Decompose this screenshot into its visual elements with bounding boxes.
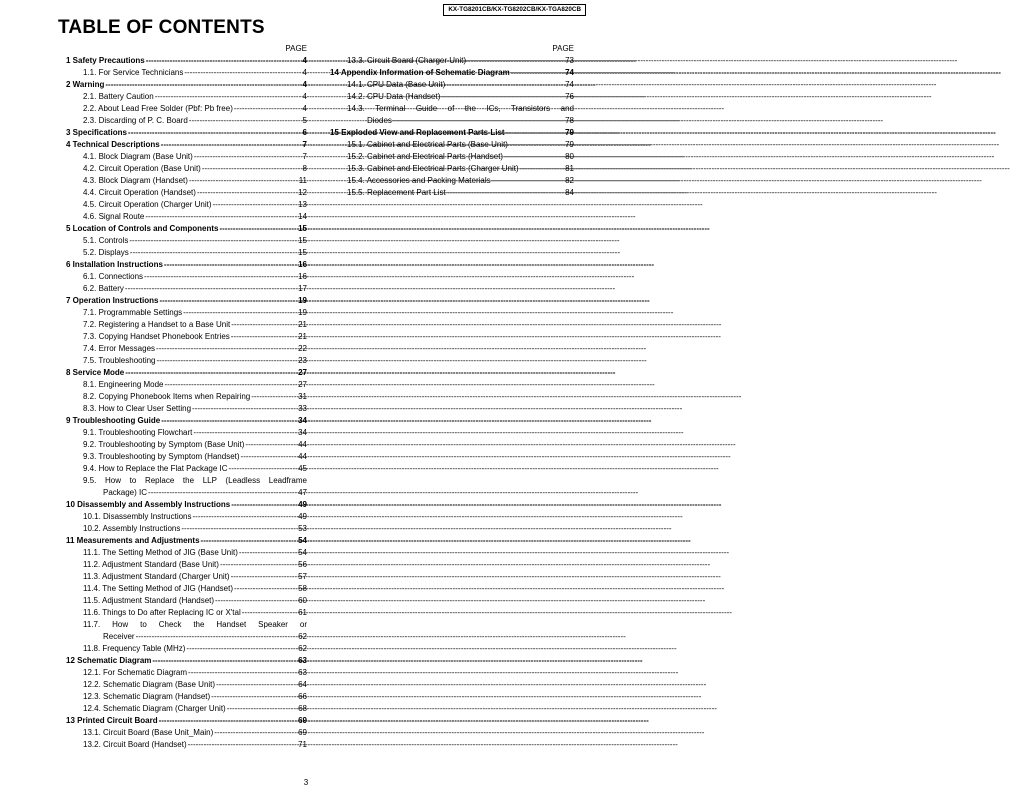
toc-entry-title: 4.3. Block Diagram (Handset) (83, 176, 188, 185)
toc-subsection-entry[interactable] (66, 547, 307, 559)
toc-subsection-entry[interactable] (66, 727, 307, 739)
dot-leader (165, 379, 298, 391)
toc-entry-title: 6.1. Connections (83, 272, 144, 281)
toc-entry-page: 19 (298, 308, 307, 317)
toc-entry-title-continued: Package) IC (103, 488, 148, 497)
toc-entry-title: 11.1. The Setting Method of JIG (Base Unit) (83, 548, 238, 557)
toc-subsection-entry[interactable] (66, 187, 307, 199)
toc-section-entry[interactable] (66, 139, 307, 151)
toc-section-entry[interactable] (330, 127, 574, 139)
toc-entry-page: 17 (298, 284, 307, 293)
dot-leader (130, 247, 297, 259)
toc-subsection-entry[interactable] (66, 451, 307, 463)
toc-list-right (330, 55, 574, 199)
toc-entry-title: 11.2. Adjustment Standard (Base Unit) (83, 560, 219, 569)
toc-entry-page: 62 (298, 644, 307, 653)
toc-subsection-entry[interactable] (66, 307, 307, 319)
dot-leader (152, 655, 297, 667)
toc-entry-title: 11.3. Adjustment Standard (Charger Unit) (83, 572, 230, 581)
dot-leader (144, 271, 297, 283)
toc-entry-page: 53 (298, 524, 307, 533)
toc-entry-page: 76 (565, 92, 574, 101)
toc-entry-title: 10.1. Disassembly Instructions (83, 512, 192, 521)
toc-entry-page: 7 (302, 152, 307, 161)
toc-section-entry[interactable] (66, 79, 307, 91)
toc-entry-page: 73 (565, 56, 574, 65)
toc-entry-title: 11.7. How to Check the Handset Speaker or (83, 620, 307, 629)
toc-subsection-entry[interactable] (330, 55, 574, 67)
toc-entry-title: 5.2. Displays (83, 248, 129, 257)
dot-leader (128, 127, 302, 139)
toc-entry-title-continued: Diodes (367, 116, 392, 125)
toc-entry-page: 54 (298, 536, 307, 545)
toc-section-entry[interactable] (66, 655, 307, 667)
toc-entry-title: 11.5. Adjustment Standard (Handset) (83, 596, 215, 605)
toc-section-entry[interactable] (66, 715, 307, 727)
toc-entry-title: 9.4. How to Replace the Flat Package IC (83, 464, 228, 473)
dot-leader (201, 535, 298, 547)
dot-leader (192, 403, 297, 415)
toc-entry-title: 11.4. The Setting Method of JIG (Handset) (83, 584, 234, 593)
dot-leader (184, 67, 301, 79)
toc-entry-title: 4.6. Signal Route (83, 212, 145, 221)
toc-section-entry[interactable] (66, 55, 307, 67)
toc-entry-title: 15.4. Accessories and Packing Materials (347, 176, 491, 185)
toc-entry-page: 33 (298, 404, 307, 413)
toc-entry-page: 58 (298, 584, 307, 593)
dot-leader (164, 259, 297, 271)
toc-entry-page: 31 (298, 392, 307, 401)
dot-leader (188, 667, 297, 679)
toc-entry-title: 9.1. Troubleshooting Flowchart (83, 428, 193, 437)
toc-section-entry[interactable] (66, 127, 307, 139)
toc-entry-page: 84 (565, 188, 574, 197)
toc-entry-page: 82 (565, 176, 574, 185)
toc-entry-page: 34 (298, 416, 307, 425)
toc-subsection-entry[interactable] (66, 475, 307, 499)
toc-entry-page: 71 (298, 740, 307, 749)
toc-entry-title: 6 Installation Instructions (66, 260, 163, 269)
toc-entry-page: 15 (298, 224, 307, 233)
toc-subsection-entry[interactable] (66, 619, 307, 643)
toc-list-left (66, 55, 307, 751)
toc-entry-page: 4 (302, 92, 307, 101)
dot-leader (157, 355, 298, 367)
dot-leader (447, 187, 564, 199)
toc-section-entry[interactable] (66, 295, 307, 307)
toc-entry-title: 1.1. For Service Technicians (83, 68, 184, 77)
toc-entry-title: 4.1. Block Diagram (Base Unit) (83, 152, 193, 161)
toc-entry-page: 78 (565, 116, 574, 125)
toc-entry-page: 8 (302, 164, 307, 173)
toc-entry-page: 61 (298, 608, 307, 617)
page-column-label: PAGE (552, 44, 574, 53)
toc-entry-title: 13.2. Circuit Board (Handset) (83, 740, 187, 749)
toc-subsection-entry[interactable] (66, 403, 307, 415)
toc-entry-title: 7.1. Programmable Settings (83, 308, 183, 317)
page-number: 3 (303, 778, 309, 787)
toc-column-left (66, 43, 307, 751)
page-title: TABLE OF CONTENTS (58, 17, 265, 38)
toc-subsection-entry[interactable] (66, 271, 307, 283)
toc-entry-title: 15.2. Cabinet and Electrical Parts (Handset) (347, 152, 504, 161)
toc-subsection-entry[interactable] (66, 607, 307, 619)
toc-subsection-entry[interactable] (66, 103, 307, 115)
toc-subsection-entry[interactable] (66, 439, 307, 451)
toc-section-entry[interactable] (66, 223, 307, 235)
dot-leader (215, 595, 297, 607)
dot-leader (251, 391, 297, 403)
toc-entry-page: 63 (298, 656, 307, 665)
toc-entry-title: 4 Technical Descriptions (66, 140, 160, 149)
toc-entry-page: 13 (298, 200, 307, 209)
toc-entry-title: 7.4. Error Messages (83, 344, 156, 353)
toc-entry-page: 79 (565, 140, 574, 149)
dot-leader (441, 91, 564, 103)
toc-subsection-entry[interactable] (66, 283, 307, 295)
toc-entry-page: 54 (298, 548, 307, 557)
dot-leader (193, 511, 298, 523)
toc-entry-page: 64 (298, 680, 307, 689)
toc-subsection-entry[interactable] (66, 151, 307, 163)
toc-entry-title: 11 Measurements and Adjustments (66, 536, 200, 545)
toc-entry-title: 5.1. Controls (83, 236, 129, 245)
toc-column-right (330, 43, 574, 199)
dot-leader (242, 607, 297, 619)
toc-entry-page: 44 (298, 440, 307, 449)
toc-entry-page: 63 (298, 668, 307, 677)
toc-entry-page: 23 (298, 356, 307, 365)
toc-entry-title: 5 Location of Controls and Components (66, 224, 219, 233)
dot-leader (220, 559, 297, 571)
toc-section-entry[interactable] (66, 415, 307, 427)
toc-subsection-entry[interactable] (66, 115, 307, 127)
dot-leader (520, 163, 564, 175)
dot-leader (227, 703, 297, 715)
toc-entry-page: 15 (298, 236, 307, 245)
toc-entry-title: 14 Appendix Information of Schematic Diagram (330, 68, 510, 77)
toc-subsection-entry[interactable] (330, 139, 574, 151)
toc-subsection-entry[interactable] (66, 67, 307, 79)
dot-leader (511, 67, 564, 79)
toc-section-entry[interactable] (66, 535, 307, 547)
toc-entry-title: 15.5. Replacement Part List (347, 188, 446, 197)
dot-leader (231, 571, 298, 583)
toc-entry-title: 4.2. Circuit Operation (Base Unit) (83, 164, 201, 173)
toc-entry-page: 22 (298, 344, 307, 353)
toc-entry-page: 4 (302, 80, 307, 89)
page-column-label: PAGE (285, 44, 307, 53)
dot-leader (194, 151, 302, 163)
dot-leader (146, 55, 302, 67)
toc-subsection-entry[interactable] (330, 151, 574, 163)
dot-leader (231, 319, 297, 331)
dot-leader (155, 91, 302, 103)
toc-subsection-entry[interactable] (66, 211, 307, 223)
dot-leader (186, 643, 297, 655)
toc-entry-title: 10 Disassembly and Assembly Instructions (66, 500, 231, 509)
dot-leader (159, 295, 297, 307)
toc-entry-title: 12.2. Schematic Diagram (Base Unit) (83, 680, 216, 689)
toc-entry-title: 6.2. Battery (83, 284, 124, 293)
toc-subsection-entry[interactable] (66, 523, 307, 535)
toc-entry-title: 8.3. How to Clear User Setting (83, 404, 192, 413)
toc-entry-page: 14 (298, 212, 307, 221)
toc-entry-page: 56 (298, 560, 307, 569)
dot-leader (161, 139, 302, 151)
toc-entry-page: 7 (302, 140, 307, 149)
toc-subsection-entry[interactable] (66, 355, 307, 367)
toc-entry-page: 27 (298, 368, 307, 377)
toc-subsection-entry[interactable] (330, 163, 574, 175)
toc-subsection-entry[interactable] (330, 187, 574, 199)
toc-subsection-entry[interactable] (66, 427, 307, 439)
toc-entry-title: 13.3. Circuit Board (Charger Unit) (347, 56, 467, 65)
toc-entry-title: 14.2. CPU Data (Handset) (347, 92, 441, 101)
dot-leader (145, 211, 297, 223)
model-number-box: KX-TG8201CB/KX-TG8202CB/KX-TGA820CB (443, 4, 586, 16)
dot-leader (159, 715, 298, 727)
dot-leader (188, 739, 297, 751)
toc-subsection-entry[interactable] (66, 91, 307, 103)
dot-leader (234, 103, 302, 115)
toc-entry-title: 15 Exploded View and Replacement Parts List (330, 128, 505, 137)
dot-leader (467, 55, 564, 67)
toc-subsection-entry[interactable] (66, 595, 307, 607)
toc-entry-title: 11.6. Things to Do after Replacing IC or X'tal (83, 608, 241, 617)
toc-section-entry[interactable] (66, 499, 307, 511)
toc-subsection-entry[interactable] (66, 319, 307, 331)
toc-subsection-entry[interactable] (66, 199, 307, 211)
dot-leader (219, 223, 297, 235)
toc-entry-page: 74 (565, 80, 574, 89)
toc-entry-page: 4 (302, 68, 307, 77)
toc-entry-page: 12 (298, 188, 307, 197)
toc-entry-page: 80 (565, 152, 574, 161)
toc-entry-page: 6 (302, 128, 307, 137)
toc-subsection-entry[interactable] (66, 379, 307, 391)
dot-leader (492, 175, 564, 187)
dot-leader (234, 583, 297, 595)
dot-leader (216, 679, 297, 691)
toc-entry-title: 7.3. Copying Handset Phonebook Entries (83, 332, 230, 341)
toc-subsection-entry[interactable] (330, 175, 574, 187)
toc-entry-title: 8.1. Engineering Mode (83, 380, 164, 389)
toc-entry-page: 11 (298, 176, 307, 185)
toc-entry-title: 11.8. Frequency Table (MHz) (83, 644, 186, 653)
dot-leader (148, 487, 297, 499)
toc-subsection-entry[interactable] (330, 103, 574, 127)
toc-subsection-entry[interactable] (66, 739, 307, 751)
dot-leader (189, 175, 298, 187)
toc-entry-title: 12 Schematic Diagram (66, 656, 152, 665)
toc-entry-page: 21 (298, 320, 307, 329)
toc-entry-page: 66 (298, 692, 307, 701)
toc-entry-title: 12.3. Schematic Diagram (Handset) (83, 692, 211, 701)
toc-entry-title: 9.2. Troubleshooting by Symptom (Base Unit) (83, 440, 245, 449)
toc-entry-page: 49 (298, 500, 307, 509)
dot-leader (504, 151, 564, 163)
toc-subsection-entry[interactable] (66, 679, 307, 691)
toc-entry-title: 2 Warning (66, 80, 105, 89)
dot-leader (156, 343, 297, 355)
toc-entry-title: 15.1. Cabinet and Electrical Parts (Base Unit) (347, 140, 508, 149)
toc-entry-page: 34 (298, 428, 307, 437)
toc-section-entry[interactable] (66, 367, 307, 379)
toc-entry-title: 2.1. Battery Caution (83, 92, 154, 101)
dot-leader (393, 115, 564, 127)
toc-entry-title: 9 Troubleshooting Guide (66, 416, 161, 425)
toc-entry-page: 15 (298, 248, 307, 257)
toc-subsection-entry[interactable] (66, 667, 307, 679)
toc-entry-page: 69 (298, 728, 307, 737)
toc-entry-page: 16 (298, 260, 307, 269)
toc-entry-title: 7 Operation Instructions (66, 296, 159, 305)
dot-leader (105, 79, 301, 91)
toc-entry-page: 68 (298, 704, 307, 713)
toc-entry-title: 2.2. About Lead Free Solder (Pbf: Pb free) (83, 104, 233, 113)
toc-entry-page: 16 (298, 272, 307, 281)
toc-entry-title: 14.3. Terminal Guide of the ICs, Transistors and (347, 104, 574, 113)
toc-entry-title: 7.5. Troubleshooting (83, 356, 156, 365)
toc-entry-title: 9.5. How to Replace the LLP (Leadless Leadframe (83, 476, 307, 485)
toc-entry-title: 9.3. Troubleshooting by Symptom (Handset) (83, 452, 240, 461)
toc-entry-title: 13.1. Circuit Board (Base Unit_Main) (83, 728, 214, 737)
toc-entry-title: 8 Service Mode (66, 368, 125, 377)
toc-entry-page: 44 (298, 452, 307, 461)
toc-subsection-entry[interactable] (66, 235, 307, 247)
toc-entry-title: 8.2. Copying Phonebook Items when Repairing (83, 392, 251, 401)
dot-leader (213, 199, 298, 211)
toc-subsection-entry[interactable] (66, 583, 307, 595)
toc-entry-page: 57 (298, 572, 307, 581)
dot-leader (231, 499, 297, 511)
toc-entry-page: 19 (298, 296, 307, 305)
toc-section-entry[interactable] (330, 67, 574, 79)
toc-subsection-entry[interactable] (66, 511, 307, 523)
toc-entry-page: 4 (302, 104, 307, 113)
toc-subsection-entry[interactable] (66, 331, 307, 343)
toc-entry-title: 10.2. Assembly Instructions (83, 524, 181, 533)
dot-leader (197, 187, 297, 199)
toc-subsection-entry[interactable] (66, 463, 307, 475)
dot-leader (245, 439, 297, 451)
dot-leader (214, 727, 297, 739)
toc-entry-title: 4.5. Circuit Operation (Charger Unit) (83, 200, 212, 209)
toc-entry-title: 12.4. Schematic Diagram (Charger Unit) (83, 704, 226, 713)
toc-entry-page: 5 (302, 116, 307, 125)
toc-subsection-entry[interactable] (66, 247, 307, 259)
dot-leader (446, 79, 564, 91)
toc-entry-page: 79 (565, 128, 574, 137)
dot-leader (161, 415, 297, 427)
toc-entry-title: 14.1. CPU Data (Base Unit) (347, 80, 446, 89)
toc-subsection-entry[interactable] (66, 343, 307, 355)
toc-entry-page: 4 (302, 56, 307, 65)
dot-leader (136, 631, 298, 643)
toc-entry-title: 4.4. Circuit Operation (Handset) (83, 188, 196, 197)
toc-entry-title: 1 Safety Precautions (66, 56, 145, 65)
dot-leader (239, 547, 297, 559)
dot-leader (241, 451, 298, 463)
dot-leader (125, 283, 297, 295)
dot-leader (506, 127, 565, 139)
dot-leader (202, 163, 302, 175)
dot-leader (211, 691, 297, 703)
dot-leader (231, 331, 297, 343)
toc-entry-page: 81 (565, 164, 574, 173)
dot-leader (183, 307, 297, 319)
dot-leader (125, 367, 297, 379)
dot-leader (193, 427, 297, 439)
dot-leader (181, 523, 297, 535)
toc-entry-page: 69 (298, 716, 307, 725)
toc-subsection-entry[interactable] (66, 703, 307, 715)
dot-leader (229, 463, 298, 475)
dot-leader (189, 115, 302, 127)
toc-subsection-entry[interactable] (66, 163, 307, 175)
toc-subsection-entry[interactable] (66, 175, 307, 187)
toc-subsection-entry[interactable] (66, 643, 307, 655)
toc-subsection-entry[interactable] (66, 391, 307, 403)
toc-subsection-entry[interactable] (66, 571, 307, 583)
toc-entry-title: 15.3. Cabinet and Electrical Parts (Charger Unit) (347, 164, 519, 173)
toc-entry-page: 49 (298, 512, 307, 521)
toc-entry-page: 74 (565, 68, 574, 77)
toc-subsection-entry[interactable] (330, 91, 574, 103)
toc-subsection-entry[interactable] (330, 79, 574, 91)
toc-entry-title-continued: Receiver (103, 632, 135, 641)
toc-subsection-entry[interactable] (66, 559, 307, 571)
toc-entry-page: 27 (298, 380, 307, 389)
dot-leader (129, 235, 297, 247)
toc-entry-title: 12.1. For Schematic Diagram (83, 668, 188, 677)
toc-entry-page: 62 (298, 632, 307, 641)
toc-entry-title: 2.3. Discarding of P. C. Board (83, 116, 188, 125)
toc-section-entry[interactable] (66, 259, 307, 271)
toc-entry-page: 47 (298, 488, 307, 497)
toc-entry-page: 21 (298, 332, 307, 341)
toc-entry-title: 7.2. Registering a Handset to a Base Unit (83, 320, 231, 329)
toc-entry-page: 60 (298, 596, 307, 605)
toc-entry-title: 13 Printed Circuit Board (66, 716, 158, 725)
dot-leader (509, 139, 564, 151)
toc-entry-page: 45 (298, 464, 307, 473)
toc-subsection-entry[interactable] (66, 691, 307, 703)
toc-entry-title: 3 Specifications (66, 128, 127, 137)
